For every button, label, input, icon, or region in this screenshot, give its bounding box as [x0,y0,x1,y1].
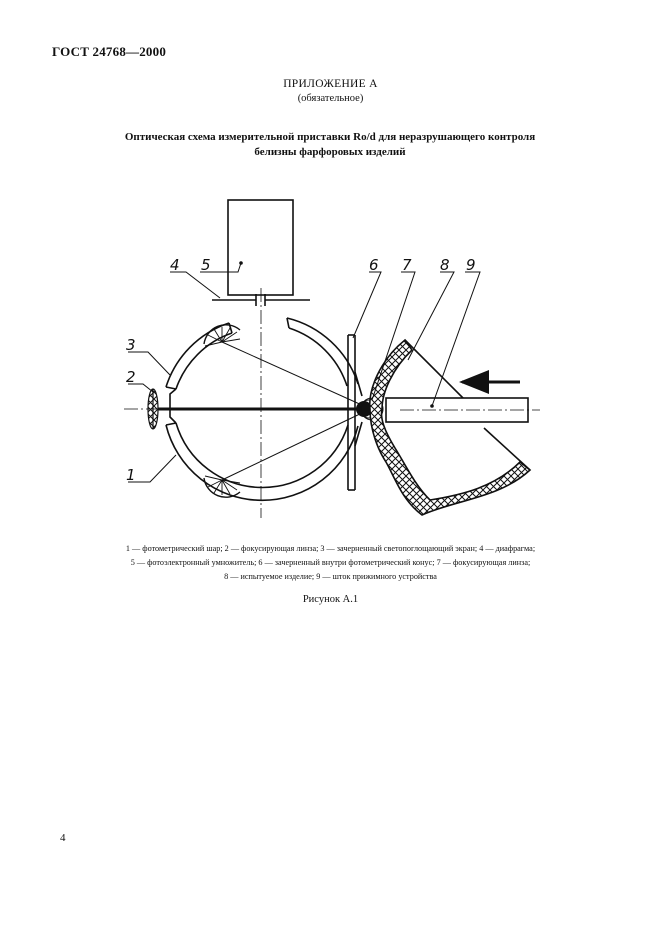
figure-heading [80,130,580,160]
optical-scheme-diagram [0,180,661,530]
label-part-1: 1 [126,466,136,484]
page-number: 4 [60,832,66,844]
appendix-title: ПРИЛОЖЕНИЕ А [283,78,378,90]
figure-heading-line-1: Оптическая схема измерительной приставки Ro/d для неразрушающего контроля [124,131,536,143]
document-code: ГОСТ 24768—2000 [52,44,167,59]
detector-bottom [204,476,240,497]
label-part-7: 7 [402,256,412,274]
label-part-5: 5 [201,256,211,274]
legend-line-3: 8 — испытуемое изделие; 9 — шток прижимного устройства [224,572,437,581]
label-part-3: 3 [126,336,136,354]
label-part-9: 9 [466,256,476,274]
legend-line-2: 5 — фотоэлектронный умножитель; 6 — зачерненный внутри фотометрический конус; 7 — фокусирующая линза; [130,558,531,567]
light-absorbing-screen [170,389,176,423]
photomultiplier-box [228,200,293,295]
figure-caption: Рисунок А.1 [302,594,359,605]
label-part-6: 6 [369,256,379,274]
label-part-2: 2 [126,368,136,386]
test-specimen [370,340,530,515]
part-number-labels [126,256,476,484]
figure-heading-line-2: белизны фарфоровых изделий [254,146,406,158]
detector-top [204,325,240,346]
figure-legend [60,542,601,584]
label-part-8: 8 [440,256,450,274]
press-rod [386,398,540,422]
leader-lines [128,263,480,482]
appendix-subtitle: (обязательное) [297,93,364,104]
legend-line-1: 1 — фотометрический шар; 2 — фокусирующая линза; 3 — зачерненный светопоглощающий экран; 4 — диафрагма; [125,544,536,553]
label-part-4: 4 [170,256,180,274]
